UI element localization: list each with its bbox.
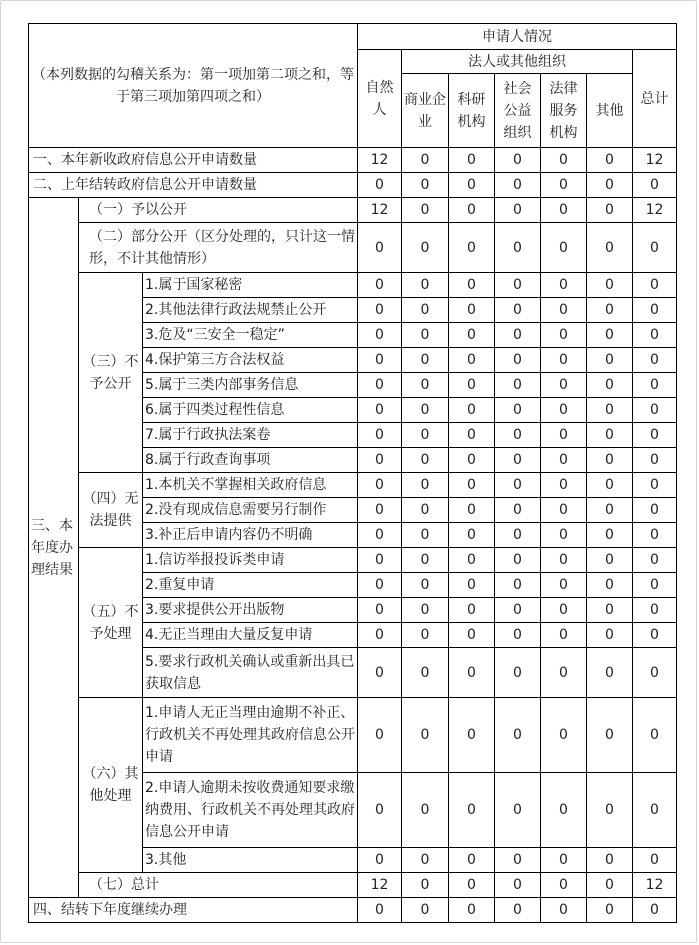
value-cell: 0: [402, 348, 449, 373]
value-cell: 0: [587, 848, 633, 873]
value-cell: 0: [633, 373, 677, 398]
value-cell: 0: [633, 448, 677, 473]
value-cell: 0: [587, 598, 633, 623]
value-cell: 0: [587, 323, 633, 348]
item-label: 7.属于行政执法案卷: [143, 423, 358, 448]
value-cell: 0: [587, 298, 633, 323]
value-cell: 0: [541, 898, 587, 923]
value-cell: 0: [495, 273, 541, 298]
value-cell: 0: [541, 598, 587, 623]
value-cell: 0: [402, 498, 449, 523]
value-cell: 0: [633, 498, 677, 523]
item-label: 4.保护第三方合法权益: [143, 348, 358, 373]
value-cell: 0: [358, 448, 402, 473]
value-cell: 0: [358, 348, 402, 373]
header-natural: 自然人: [358, 50, 402, 148]
header-commercial: 商业企业: [402, 74, 449, 148]
value-cell: 0: [587, 398, 633, 423]
value-cell: 0: [495, 473, 541, 498]
value-cell: 0: [402, 623, 449, 648]
value-cell: 0: [633, 573, 677, 598]
value-cell: 0: [633, 698, 677, 773]
value-cell: 0: [495, 398, 541, 423]
value-cell: 0: [358, 523, 402, 548]
item-label: 3.要求提供公开出版物: [143, 598, 358, 623]
value-cell: 0: [495, 573, 541, 598]
item-label: 5.要求行政机关确认或重新出具已获取信息: [143, 648, 358, 698]
value-cell: 0: [449, 173, 495, 198]
value-cell: 0: [633, 473, 677, 498]
value-cell: 0: [402, 898, 449, 923]
value-cell: 0: [541, 448, 587, 473]
value-cell: 12: [358, 873, 402, 898]
value-cell: 0: [449, 598, 495, 623]
value-cell: 0: [541, 298, 587, 323]
value-cell: 12: [358, 148, 402, 173]
table-row: [29, 698, 677, 773]
value-cell: 0: [587, 548, 633, 573]
value-cell: 0: [633, 523, 677, 548]
group-label-g5: （五）不予处理: [79, 548, 143, 698]
value-cell: 0: [541, 373, 587, 398]
value-cell: 0: [449, 523, 495, 548]
value-cell: 0: [633, 398, 677, 423]
value-cell: 0: [358, 898, 402, 923]
value-cell: 0: [495, 523, 541, 548]
value-cell: 0: [633, 848, 677, 873]
value-cell: 0: [402, 198, 449, 223]
value-cell: 0: [587, 198, 633, 223]
value-cell: 0: [449, 498, 495, 523]
value-cell: 0: [495, 323, 541, 348]
value-cell: 0: [402, 873, 449, 898]
item-label: 2.申请人逾期未按收费通知要求缴纳费用、行政机关不再处理其政府信息公开申请: [143, 773, 358, 848]
value-cell: 0: [449, 298, 495, 323]
value-cell: 0: [587, 623, 633, 648]
header-total: 总计: [633, 50, 677, 148]
row-label-public: （一）予以公开: [79, 198, 358, 223]
value-cell: 0: [633, 648, 677, 698]
header-research: 科研机构: [449, 74, 495, 148]
value-cell: 0: [449, 323, 495, 348]
value-cell: 0: [587, 423, 633, 448]
value-cell: 0: [541, 398, 587, 423]
value-cell: 0: [633, 548, 677, 573]
value-cell: 0: [495, 173, 541, 198]
value-cell: 0: [541, 348, 587, 373]
item-label: 1.本机关不掌握相关政府信息: [143, 473, 358, 498]
value-cell: 0: [402, 598, 449, 623]
group-label-g4: （四）无法提供: [79, 473, 143, 548]
value-cell: 0: [402, 148, 449, 173]
value-cell: 0: [358, 473, 402, 498]
value-cell: 0: [587, 523, 633, 548]
value-cell: 0: [495, 448, 541, 473]
value-cell: 0: [587, 448, 633, 473]
value-cell: 0: [495, 223, 541, 273]
value-cell: 0: [358, 773, 402, 848]
value-cell: 0: [358, 323, 402, 348]
table-row: [29, 273, 677, 298]
value-cell: 0: [495, 698, 541, 773]
header-social: 社会公益组织: [495, 74, 541, 148]
item-label: 3.危及“三安全一稳定”: [143, 323, 358, 348]
value-cell: 0: [402, 548, 449, 573]
value-cell: 0: [541, 498, 587, 523]
section-3-label: 三、本年度办理结果: [29, 198, 79, 898]
value-cell: 0: [587, 898, 633, 923]
value-cell: 0: [449, 373, 495, 398]
value-cell: 0: [358, 548, 402, 573]
value-cell: 0: [402, 373, 449, 398]
value-cell: 0: [541, 873, 587, 898]
value-cell: 0: [587, 473, 633, 498]
value-cell: 0: [449, 473, 495, 498]
value-cell: 0: [541, 523, 587, 548]
value-cell: 0: [402, 698, 449, 773]
value-cell: 0: [449, 573, 495, 598]
value-cell: 0: [541, 473, 587, 498]
value-cell: 12: [633, 148, 677, 173]
value-cell: 0: [358, 648, 402, 698]
item-label: 5.属于三类内部事务信息: [143, 373, 358, 398]
value-cell: 0: [587, 698, 633, 773]
value-cell: 0: [449, 548, 495, 573]
value-cell: 0: [587, 373, 633, 398]
value-cell: 0: [495, 298, 541, 323]
table-row: [29, 198, 677, 223]
row-label-carryover: 二、上年结转政府信息公开申请数量: [29, 173, 358, 198]
value-cell: 0: [633, 173, 677, 198]
header-law: 法律服务机构: [541, 74, 587, 148]
value-cell: 0: [449, 648, 495, 698]
value-cell: 0: [495, 348, 541, 373]
value-cell: 0: [633, 348, 677, 373]
value-cell: 0: [449, 623, 495, 648]
value-cell: 0: [587, 173, 633, 198]
value-cell: 0: [495, 423, 541, 448]
value-cell: 0: [587, 148, 633, 173]
value-cell: 0: [402, 273, 449, 298]
value-cell: 0: [402, 298, 449, 323]
item-label: 1.属于国家秘密: [143, 273, 358, 298]
value-cell: 0: [541, 623, 587, 648]
item-label: 6.属于四类过程性信息: [143, 398, 358, 423]
value-cell: 0: [449, 273, 495, 298]
value-cell: 0: [587, 273, 633, 298]
table-row: [29, 473, 677, 498]
table-row: [29, 548, 677, 573]
value-cell: 0: [495, 848, 541, 873]
group-label-g6: （六）其他处理: [79, 698, 143, 873]
value-cell: 0: [449, 423, 495, 448]
value-cell: 0: [633, 298, 677, 323]
value-cell: 0: [402, 398, 449, 423]
value-cell: 0: [633, 598, 677, 623]
value-cell: 0: [495, 373, 541, 398]
value-cell: 0: [495, 873, 541, 898]
value-cell: 0: [358, 173, 402, 198]
value-cell: 0: [402, 323, 449, 348]
value-cell: 0: [449, 898, 495, 923]
value-cell: 0: [541, 698, 587, 773]
value-cell: 0: [358, 273, 402, 298]
value-cell: 0: [358, 623, 402, 648]
value-cell: 0: [358, 223, 402, 273]
row-label-partial: （二）部分公开（区分处理的，只计这一情形，不计其他情形）: [79, 223, 358, 273]
header-legal: 法人或其他组织: [402, 50, 633, 74]
value-cell: 0: [449, 223, 495, 273]
value-cell: 0: [449, 698, 495, 773]
value-cell: 0: [402, 223, 449, 273]
value-cell: 0: [587, 498, 633, 523]
header-note: （本列数据的勾稽关系为：第一项加第二项之和，等于第三项加第四项之和）: [29, 24, 358, 148]
item-label: 1.申请人无正当理由逾期不补正、行政机关不再处理其政府信息公开申请: [143, 698, 358, 773]
value-cell: 0: [402, 173, 449, 198]
value-cell: 0: [633, 773, 677, 848]
item-label: 2.其他法律行政法规禁止公开: [143, 298, 358, 323]
value-cell: 12: [358, 198, 402, 223]
value-cell: 0: [358, 498, 402, 523]
value-cell: 0: [633, 898, 677, 923]
value-cell: 0: [587, 648, 633, 698]
value-cell: 0: [495, 198, 541, 223]
header-applicant: 申请人情况: [358, 24, 677, 50]
value-cell: 0: [449, 848, 495, 873]
item-label: 3.补正后申请内容仍不明确: [143, 523, 358, 548]
table-row: [29, 223, 677, 273]
row-label-new: 一、本年新收政府信息公开申请数量: [29, 148, 358, 173]
value-cell: 0: [402, 648, 449, 698]
row-label-subtotal: （七）总计: [79, 873, 358, 898]
value-cell: 0: [587, 873, 633, 898]
value-cell: 0: [358, 373, 402, 398]
value-cell: 0: [402, 473, 449, 498]
value-cell: 0: [587, 573, 633, 598]
value-cell: 0: [449, 148, 495, 173]
value-cell: 0: [402, 523, 449, 548]
value-cell: 0: [495, 498, 541, 523]
value-cell: 0: [541, 223, 587, 273]
item-label: 2.没有现成信息需要另行制作: [143, 498, 358, 523]
value-cell: 0: [541, 573, 587, 598]
item-label: 4.无正当理由大量反复申请: [143, 623, 358, 648]
group-label-g3: （三）不予公开: [79, 273, 143, 473]
table-row: [29, 873, 677, 898]
value-cell: 0: [402, 848, 449, 873]
value-cell: 0: [633, 423, 677, 448]
value-cell: 0: [633, 623, 677, 648]
value-cell: 0: [449, 198, 495, 223]
row-label-next-year: 四、结转下年度继续办理: [29, 898, 358, 923]
disclosure-report-table: [28, 23, 677, 923]
value-cell: 0: [541, 198, 587, 223]
value-cell: 0: [358, 423, 402, 448]
value-cell: 0: [402, 773, 449, 848]
value-cell: 0: [587, 223, 633, 273]
value-cell: 0: [541, 548, 587, 573]
value-cell: 0: [541, 848, 587, 873]
value-cell: 0: [358, 298, 402, 323]
value-cell: 0: [402, 423, 449, 448]
value-cell: 0: [541, 648, 587, 698]
item-label: 3.其他: [143, 848, 358, 873]
value-cell: 0: [449, 773, 495, 848]
value-cell: 0: [495, 898, 541, 923]
table-row: [29, 148, 677, 173]
value-cell: 12: [633, 198, 677, 223]
value-cell: 12: [633, 873, 677, 898]
value-cell: 0: [541, 273, 587, 298]
value-cell: 0: [449, 448, 495, 473]
value-cell: 0: [541, 423, 587, 448]
header-other: 其他: [587, 74, 633, 148]
value-cell: 0: [358, 398, 402, 423]
value-cell: 0: [495, 623, 541, 648]
item-label: 1.信访举报投诉类申请: [143, 548, 358, 573]
item-label: 2.重复申请: [143, 573, 358, 598]
value-cell: 0: [587, 773, 633, 848]
value-cell: 0: [495, 648, 541, 698]
value-cell: 0: [541, 173, 587, 198]
value-cell: 0: [495, 773, 541, 848]
value-cell: 0: [358, 573, 402, 598]
value-cell: 0: [402, 573, 449, 598]
value-cell: 0: [633, 323, 677, 348]
value-cell: 0: [495, 548, 541, 573]
value-cell: 0: [495, 148, 541, 173]
value-cell: 0: [633, 223, 677, 273]
value-cell: 0: [541, 148, 587, 173]
value-cell: 0: [541, 323, 587, 348]
value-cell: 0: [358, 848, 402, 873]
value-cell: 0: [587, 348, 633, 373]
value-cell: 0: [449, 398, 495, 423]
value-cell: 0: [358, 598, 402, 623]
item-label: 8.属于行政查询事项: [143, 448, 358, 473]
value-cell: 0: [449, 348, 495, 373]
value-cell: 0: [633, 273, 677, 298]
table-row: [29, 173, 677, 198]
table-row: [29, 898, 677, 923]
value-cell: 0: [402, 448, 449, 473]
value-cell: 0: [358, 698, 402, 773]
value-cell: 0: [449, 873, 495, 898]
value-cell: 0: [495, 598, 541, 623]
value-cell: 0: [541, 773, 587, 848]
